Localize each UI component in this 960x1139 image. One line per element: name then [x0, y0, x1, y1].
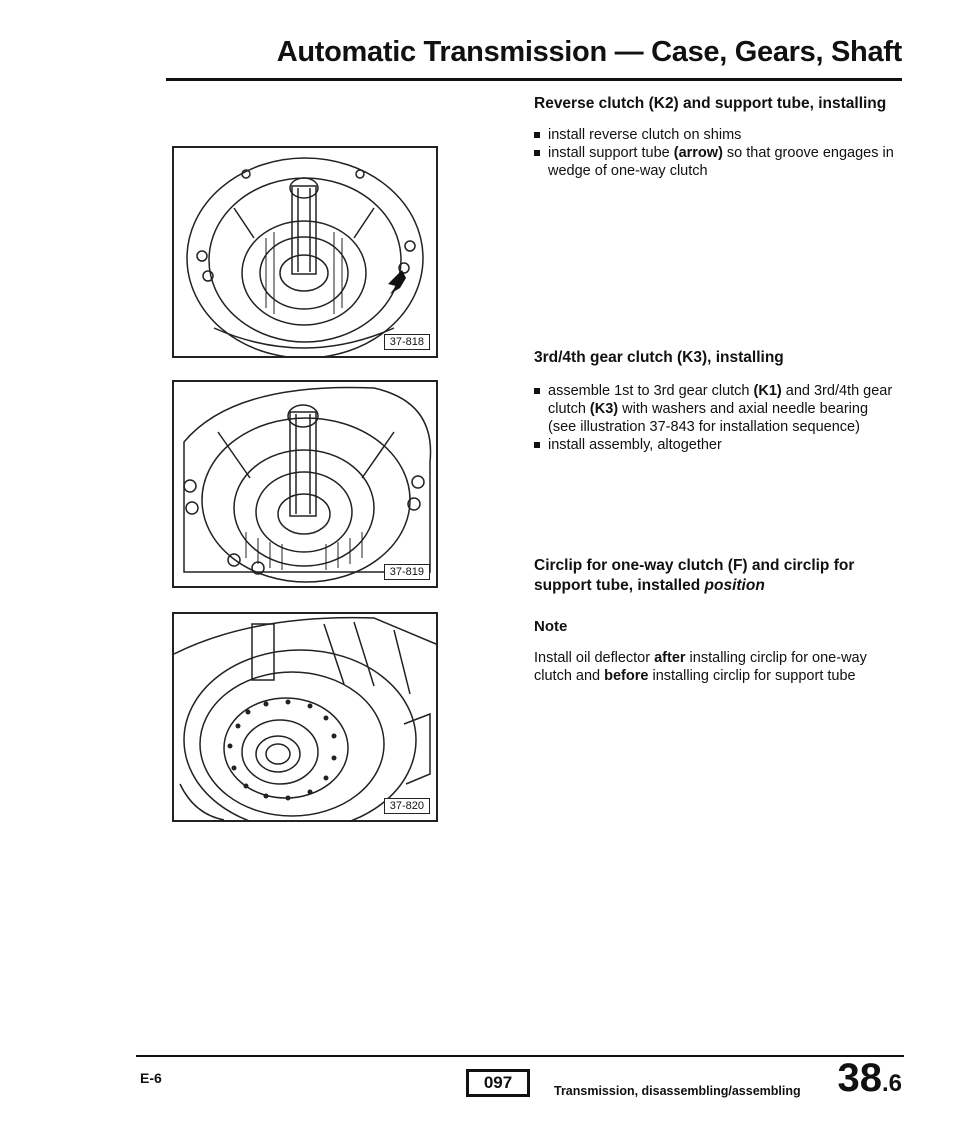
page-number-major: 38 — [837, 1056, 882, 1100]
emphasis-text: after — [654, 650, 686, 666]
list-item — [534, 382, 894, 436]
list-item-text: and 3rd/4th gear clutch — [548, 383, 893, 417]
list-item-text: so that groove engages in wedge of one-way clutch — [548, 145, 894, 179]
figure-37-818-illustration — [174, 148, 436, 356]
section-heading-italic: position — [704, 577, 765, 594]
page-number-minor: .6 — [881, 1070, 902, 1097]
figure-37-819-illustration — [174, 382, 436, 586]
footer-code: E-6 — [140, 1070, 162, 1086]
note-text: installing circlip for one-way clutch and — [534, 650, 867, 684]
list-item-text: install assembly, altogether — [548, 437, 722, 453]
note-title: Note — [534, 618, 568, 635]
figure-37-818 — [172, 146, 438, 358]
section-circlip — [534, 556, 894, 685]
emphasis-text: (arrow) — [673, 145, 723, 161]
footer-rule — [136, 1055, 904, 1057]
list-item — [534, 126, 894, 144]
instruction-list — [534, 382, 894, 454]
figure-label: 37-819 — [384, 564, 430, 580]
instruction-list — [534, 126, 894, 180]
emphasis-text: (K3) — [589, 401, 619, 417]
note-text: Install oil deflector — [534, 650, 655, 666]
page-number — [837, 1056, 902, 1101]
emphasis-text: before — [604, 668, 649, 684]
section-3rd-4th-gear-clutch — [534, 348, 894, 454]
list-item — [534, 436, 894, 454]
section-heading: Reverse clutch (K2) and support tube, installing — [534, 95, 887, 112]
list-item-text: install reverse clutch on shims — [548, 127, 742, 143]
section-heading — [534, 556, 894, 596]
figure-37-819 — [172, 380, 438, 588]
figure-label: 37-820 — [384, 798, 430, 814]
list-item-text: install support tube — [548, 145, 674, 161]
footer-box-label: 097 — [466, 1069, 530, 1097]
section-heading: 3rd/4th gear clutch (K3), installing — [534, 349, 784, 366]
list-item-text: with washers and axial needle bearing (see illustration 37-843 for installation sequence) — [548, 401, 869, 435]
figure-label: 37-818 — [384, 334, 430, 350]
page-title: Automatic Transmission — Case, Gears, Shaft — [276, 36, 902, 68]
section-heading-text: Circlip for one-way clutch (F) and circlip for support tube, installed — [534, 557, 855, 594]
list-item-text: assemble 1st to 3rd gear clutch — [548, 383, 754, 399]
note-text: installing circlip for support tube — [648, 668, 856, 684]
emphasis-text: (K1) — [753, 383, 782, 399]
footer-section-title: Transmission, disassembling/assembling — [554, 1084, 801, 1098]
note-body — [534, 649, 894, 685]
figure-37-820-illustration — [174, 614, 436, 820]
header-rule — [166, 78, 902, 81]
section-reverse-clutch — [534, 94, 894, 180]
figure-37-820 — [172, 612, 438, 822]
list-item — [534, 144, 894, 180]
